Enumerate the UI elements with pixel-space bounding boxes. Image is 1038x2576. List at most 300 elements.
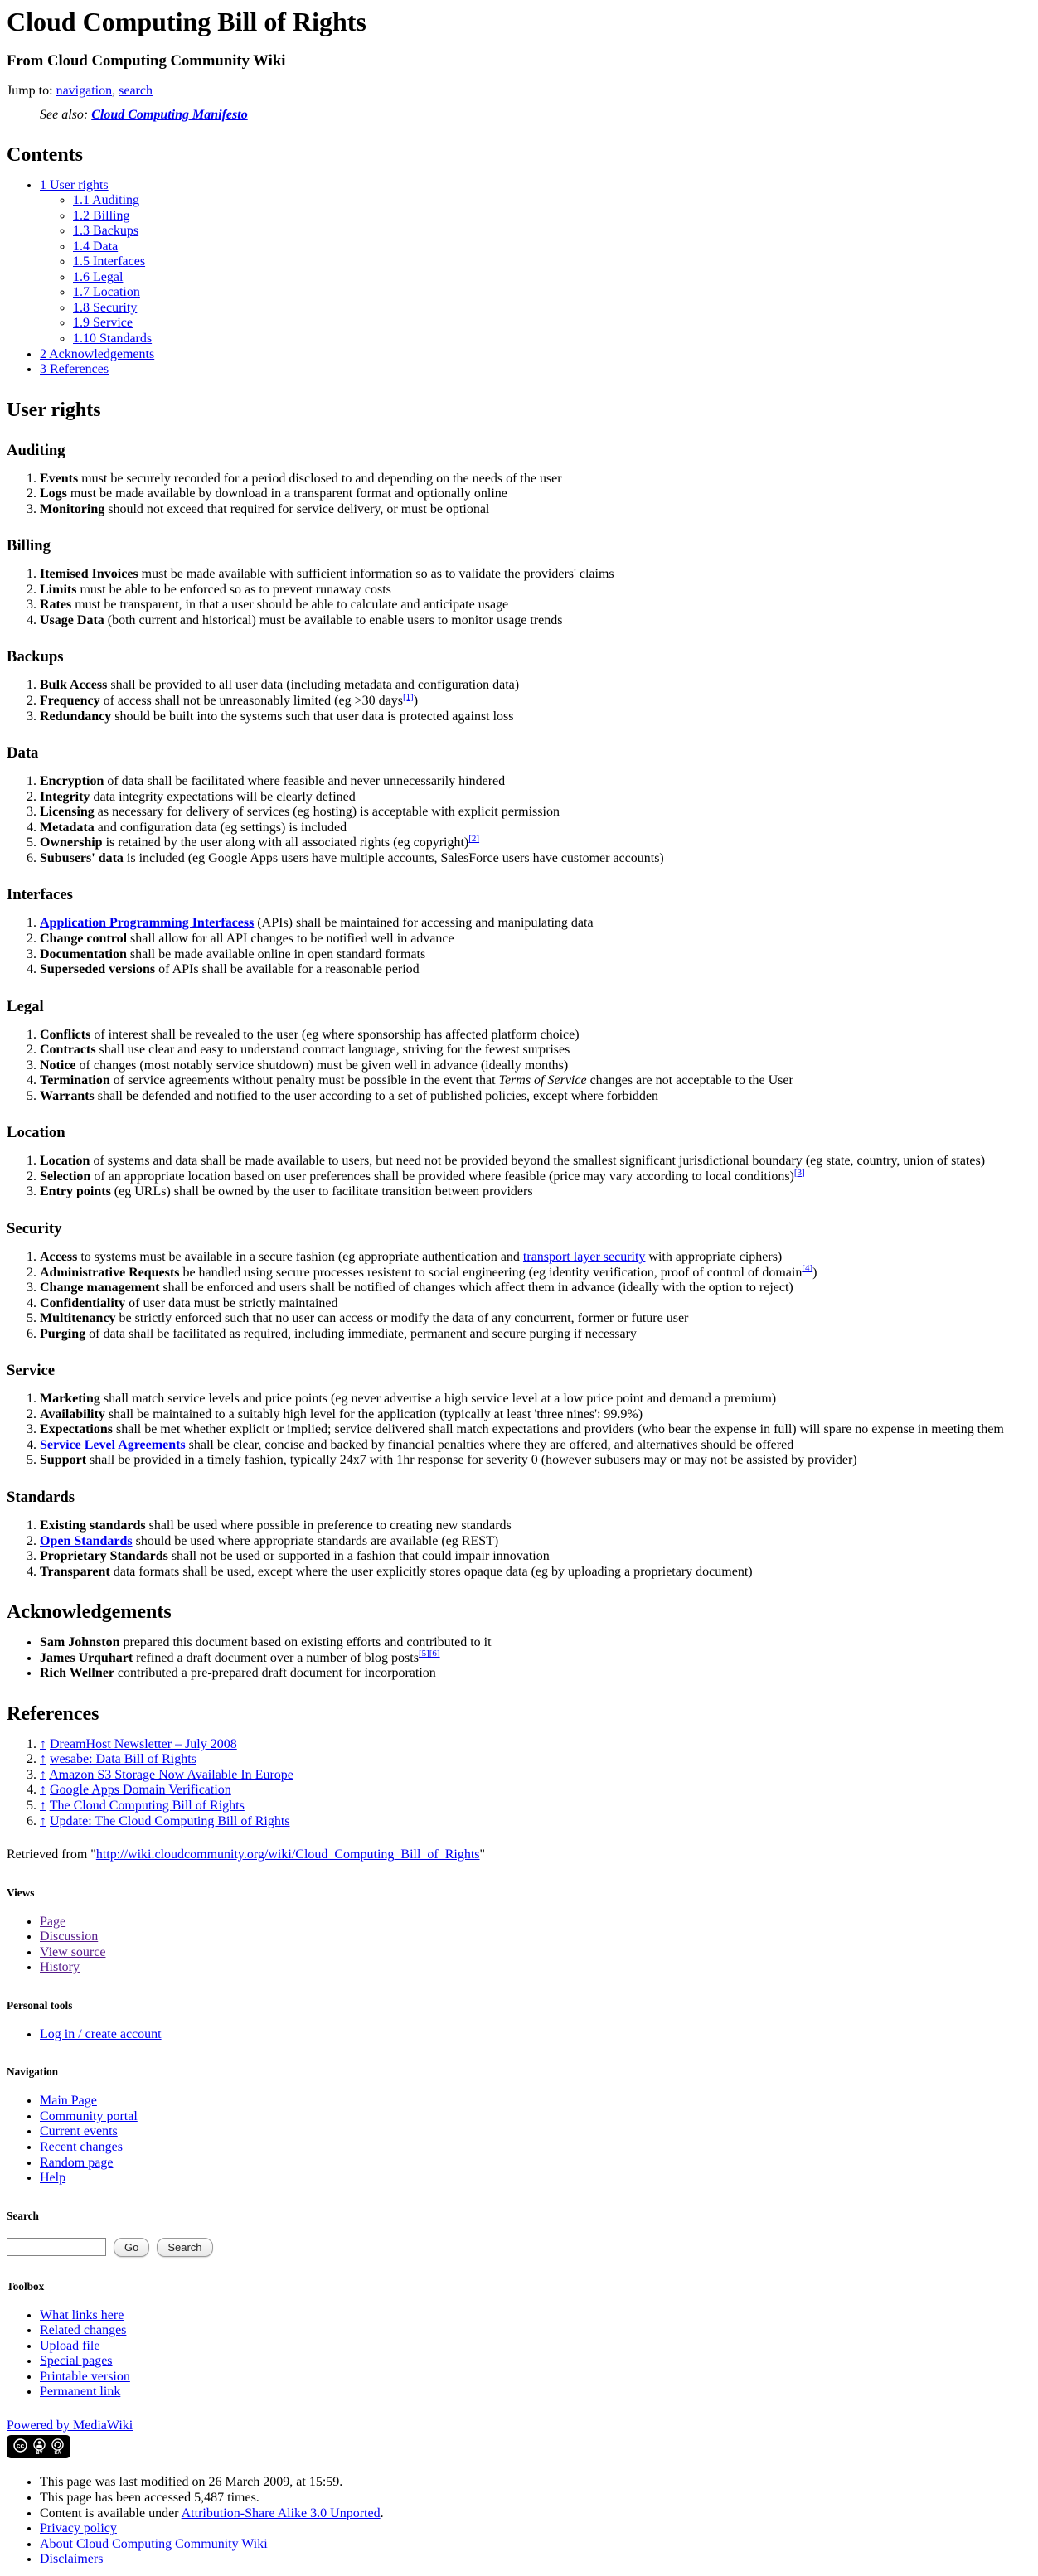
user-rights-sections <box>7 442 1031 1581</box>
term: Availability <box>40 1407 105 1421</box>
list-item <box>40 790 1031 806</box>
reference-sup <box>403 690 414 702</box>
reference-link-amazon-s3-storage-now-available-in-europe[interactable]: Amazon S3 Storage Now Available In Europe <box>49 1767 293 1782</box>
term: Documentation <box>40 947 127 961</box>
text: as necessary for delivery of services (eg hosting) is acceptable with explicit permission <box>94 805 560 820</box>
text: shall allow for all API changes to be notified well in advance <box>127 931 454 946</box>
jump-separator: , <box>112 84 119 98</box>
list-item <box>40 1296 1031 1312</box>
text: and configuration data (eg settings) is included <box>94 820 347 835</box>
toc-item <box>40 347 1031 363</box>
list-item <box>40 821 1031 836</box>
term: Redundancy <box>40 709 112 724</box>
term: Existing standards <box>40 1518 146 1533</box>
portlet-item <box>40 1960 1031 1976</box>
term: Bulk Access <box>40 678 108 693</box>
reference-sup-link[interactable]: [3] <box>793 1167 805 1178</box>
acknowledgements-heading: Acknowledgements <box>7 1601 172 1624</box>
term: Multitenancy <box>40 1311 116 1326</box>
list-item <box>40 947 1031 963</box>
svg-text:cc: cc <box>16 2441 25 2450</box>
list-item <box>40 851 1031 867</box>
toc-link-3-references[interactable]: 3 References <box>40 362 109 377</box>
reference-sup-link[interactable]: [5] <box>418 1649 429 1659</box>
inline-link-privacy-policy[interactable]: Privacy policy <box>40 2521 117 2536</box>
list-item <box>40 1089 1031 1105</box>
reference-sup <box>429 1646 440 1658</box>
footer-list <box>7 2475 1031 2567</box>
section-list-legal <box>7 1028 1031 1105</box>
section-list-standards <box>7 1518 1031 1580</box>
portlet-heading-views: Views <box>7 1886 35 1899</box>
text: This page has been accessed 5,487 times. <box>40 2491 260 2506</box>
text: shall be provided in a timely fashion, typically 24x7 with 1hr response for severity 0 (however subusers may or may not be assisted by provider) <box>86 1453 857 1468</box>
list-item <box>40 1184 1031 1200</box>
list-item <box>40 613 1031 629</box>
cc-by-person-icon <box>33 2438 46 2451</box>
acknowledgements-list <box>7 1635 1031 1682</box>
reference-item <box>40 1799 1031 1814</box>
text: . <box>380 2506 384 2520</box>
reference-link-the-cloud-computing-bill-of-rights[interactable]: The Cloud Computing Bill of Rights <box>49 1799 245 1813</box>
term: Monitoring <box>40 501 105 516</box>
list-item <box>40 774 1031 790</box>
term: Contracts <box>40 1043 96 1058</box>
term: Confidentiality <box>40 1295 126 1310</box>
text: (eg URLs) shall be owned by the user to facilitate transition between providers <box>110 1184 533 1199</box>
section-heading-legal: Legal <box>7 997 44 1015</box>
toc-subitem <box>73 285 1031 301</box>
go-button[interactable]: Go <box>114 2238 149 2257</box>
term: Notice <box>40 1058 76 1073</box>
text: of interest shall be revealed to the user (eg where sponsorship has affected platform choice) <box>90 1027 580 1042</box>
list-item <box>40 916 1031 932</box>
portlet-heading-toolbox: Toolbox <box>7 2279 45 2293</box>
portlet-item <box>40 2124 1031 2140</box>
toc-link-1-10-standards[interactable]: 1.10 Standards <box>73 332 153 346</box>
list-item <box>40 932 1031 947</box>
text: of service agreements without penalty must be possible in the event that <box>109 1073 499 1088</box>
text: shall be defended and notified to the user according to a set of published policies, except where forbidden <box>94 1088 658 1103</box>
list-item <box>40 1565 1031 1581</box>
text: changes are not acceptable to the User <box>586 1073 793 1088</box>
list-item <box>40 502 1031 518</box>
portlet-item <box>40 2171 1031 2186</box>
reference-sup <box>468 831 479 844</box>
term: Expectations <box>40 1422 113 1437</box>
see-also-link[interactable]: Cloud Computing Manifesto <box>91 107 248 122</box>
inline-link-attribution-share-alike-3-0-unported[interactable]: Attribution-Share Alike 3.0 Unported <box>181 2506 381 2520</box>
section-heading-backups: Backups <box>7 648 64 666</box>
ref-up-arrow-link[interactable]: ↑ <box>40 1752 46 1767</box>
term: Proprietary Standards <box>40 1549 168 1564</box>
list-item <box>40 1169 1031 1185</box>
portlets <box>7 1886 1031 2400</box>
text: must be securely recorded for a period disclosed to and depending on the needs of the user <box>78 471 562 486</box>
portlet-item <box>40 2156 1031 2172</box>
text: shall be used where possible in preference to creating new standards <box>145 1518 512 1533</box>
term: Purging <box>40 1326 86 1341</box>
section-list-location <box>7 1154 1031 1200</box>
portlet-link-current-events[interactable]: Current events <box>40 2124 118 2139</box>
portlet-item <box>40 2323 1031 2339</box>
term: Administrative Requests <box>40 1265 180 1280</box>
text: should not exceed that required for service delivery, or must be optional <box>104 501 490 516</box>
portlet-link-community-portal[interactable]: Community portal <box>40 2109 138 2123</box>
term: Ownership <box>40 835 103 850</box>
text: is retained by the user along with all associated rights (eg copyright) <box>102 835 469 850</box>
text: shall be maintained to a suitably high level for the application (typically at least 'three nines': 99.9%) <box>104 1407 643 1421</box>
inline-link-transport-layer-security[interactable]: transport layer security <box>522 1249 646 1264</box>
term: Rates <box>40 598 72 613</box>
list-item <box>40 1534 1031 1550</box>
portlet-item <box>40 2109 1031 2125</box>
list-item <box>40 835 1031 851</box>
term: Change management <box>40 1281 160 1295</box>
text: shall be enforced and users shall be notified of changes which affect them in advance (ideally with the option to reject) <box>159 1281 793 1295</box>
term: Warrants <box>40 1088 95 1103</box>
section-heading-auditing: Auditing <box>7 441 65 459</box>
list-item <box>40 1549 1031 1565</box>
list-item <box>40 598 1031 613</box>
list-item <box>40 1651 1031 1667</box>
text: is included (eg Google Apps users have multiple accounts, SalesForce users have customer accounts) <box>123 850 664 865</box>
reference-sup <box>794 1165 805 1178</box>
reference-link-google-apps-domain-verification[interactable]: Google Apps Domain Verification <box>50 1783 231 1798</box>
reference-item <box>40 1752 1031 1768</box>
term: Licensing <box>40 805 95 820</box>
text: should be built into the systems such that user data is protected against loss <box>111 709 514 724</box>
retrieved-suffix: " <box>479 1847 486 1862</box>
search-input[interactable] <box>7 2238 106 2256</box>
section-list-interfaces <box>7 916 1031 977</box>
toc-item <box>40 178 1031 347</box>
toc-link-1-6-legal[interactable]: 1.6 Legal <box>73 269 124 284</box>
reference-item <box>40 1783 1031 1799</box>
list-item <box>40 1058 1031 1074</box>
toc-link-1-2-billing[interactable]: 1.2 Billing <box>73 208 130 223</box>
portlet-item <box>40 2308 1031 2324</box>
text: (APIs) shall be maintained for accessing and manipulating data <box>254 916 594 931</box>
portlet-link-related-changes[interactable]: Related changes <box>40 2323 127 2338</box>
portlet-item <box>40 2027 1031 2043</box>
text: must be made available by download in a transparent format and optionally online <box>66 487 507 501</box>
toc-link-1-1-auditing[interactable]: 1.1 Auditing <box>73 193 140 208</box>
list-item <box>40 709 1031 725</box>
table-of-contents <box>7 178 1031 378</box>
inline-link-open-standards[interactable]: Open Standards <box>40 1533 133 1548</box>
inline-link-application-programming-interfacess[interactable]: Application Programming Interfacess <box>40 916 255 931</box>
text: with appropriate ciphers) <box>645 1249 783 1264</box>
term: Itemised Invoices <box>40 567 138 582</box>
list-item <box>40 583 1031 598</box>
text: of systems and data shall be made available to users, but need not be provided beyond the smallest significant jurisdictional boundary (eg state, country, union of states) <box>90 1154 986 1169</box>
term: Usage Data <box>40 613 104 627</box>
text: of changes (most notably service shutdown) must be given well in advance (ideally months) <box>75 1058 569 1073</box>
toc-link-1-4-data[interactable]: 1.4 Data <box>73 239 119 254</box>
text: shall be provided to all user data (including metadata and configuration data) <box>107 678 520 693</box>
portlet-link-log-in-create-account[interactable]: Log in / create account <box>40 2026 162 2041</box>
toc-link-1-3-backups[interactable]: 1.3 Backups <box>73 224 139 239</box>
ref-up-arrow-link[interactable]: ↑ <box>40 1783 46 1798</box>
jump-prefix: Jump to: <box>7 84 56 98</box>
term: Metadata <box>40 820 95 835</box>
footer-item <box>40 2552 1031 2568</box>
footer-item <box>40 2475 1031 2491</box>
portlet-item <box>40 2354 1031 2370</box>
ref-up-arrow-link[interactable]: ↑ <box>40 1799 46 1813</box>
term: Marketing <box>40 1392 100 1407</box>
text: shall be made available online in open standard formats <box>126 947 426 961</box>
search-button[interactable]: Search <box>157 2238 212 2257</box>
portlet-link-view-source[interactable]: View source <box>40 1944 106 1959</box>
text: ) <box>812 1265 817 1280</box>
toc-subitem <box>73 332 1031 347</box>
list-item <box>40 1043 1031 1058</box>
inline-link-service-level-agreements[interactable]: Service Level Agreements <box>40 1437 186 1452</box>
term: Limits <box>40 582 77 597</box>
list-item <box>40 962 1031 978</box>
powered-by-mediawiki-link[interactable]: Powered by MediaWiki <box>7 2418 133 2433</box>
text: shall be met whether explicit or implied; service delivered shall match expectations and providers (who bear the expense in full) will spare no expense in meeting them <box>113 1422 1004 1437</box>
term: Termination <box>40 1073 110 1088</box>
cc-sa-label: SA <box>54 2451 61 2457</box>
portlet-heading-search: Search <box>7 2209 39 2222</box>
text: ) <box>413 694 419 709</box>
footer-item <box>40 2521 1031 2537</box>
portlet-item <box>40 2094 1031 2109</box>
toc-link-1-8-security[interactable]: 1.8 Security <box>73 300 138 315</box>
ref-up-arrow-link[interactable]: ↑ <box>40 1736 46 1751</box>
portlet-item <box>40 2140 1031 2156</box>
term: Frequency <box>40 694 100 709</box>
term: Location <box>40 1154 90 1169</box>
list-item <box>40 1518 1031 1534</box>
text: shall match service levels and price points (eg never advertise a high service level at a low price point and demand a premium) <box>99 1392 777 1407</box>
portlet-link-discussion[interactable]: Discussion <box>40 1930 99 1944</box>
toc-subitem <box>73 254 1031 270</box>
text: be strictly enforced such that no user can access or modify the data of any concurrent, former or future user <box>115 1311 689 1326</box>
text: refined a draft document over a number of blog posts <box>133 1650 419 1665</box>
list-item <box>40 678 1031 694</box>
term: Encryption <box>40 774 104 789</box>
term: Change control <box>40 931 128 946</box>
references-heading: References <box>7 1702 99 1725</box>
portlet-link-what-links-here[interactable]: What links here <box>40 2307 124 2322</box>
term: Superseded versions <box>40 962 156 977</box>
reference-sup-link[interactable]: [1] <box>402 691 414 702</box>
section-heading-interfaces: Interfaces <box>7 886 73 904</box>
section-heading-security: Security <box>7 1219 62 1237</box>
toc-link-1-user-rights[interactable]: 1 User rights <box>40 177 109 192</box>
retrieved-from <box>7 1847 1031 1863</box>
list-item <box>40 1028 1031 1043</box>
text: contributed a pre-prepared draft document for incorporation <box>114 1666 436 1681</box>
section-list-security <box>7 1250 1031 1342</box>
page-title: Cloud Computing Bill of Rights <box>7 7 366 36</box>
portlet-link-permanent-link[interactable]: Permanent link <box>40 2385 121 2399</box>
text: Terms of Service <box>498 1073 587 1088</box>
ref-up-arrow-link[interactable]: ↑ <box>40 1813 46 1828</box>
reference-link-dreamhost-newsletter-july-2008[interactable]: DreamHost Newsletter – July 2008 <box>50 1736 237 1751</box>
reference-sup-link[interactable]: [4] <box>802 1263 813 1274</box>
text: (both current and historical) must be available to enable users to monitor usage trends <box>104 613 563 627</box>
list-item <box>40 691 1031 709</box>
portlet-item <box>40 2385 1031 2400</box>
inline-link-disclaimers[interactable]: Disclaimers <box>40 2552 104 2567</box>
toc-subitem <box>73 316 1031 332</box>
jump-search-link[interactable]: search <box>119 84 153 98</box>
portlet-heading-navigation: Navigation <box>7 2065 59 2079</box>
cc-logo-icon <box>13 2438 27 2453</box>
jump-navigation-link[interactable]: navigation <box>56 84 113 98</box>
portlet-link-main-page[interactable]: Main Page <box>40 2094 97 2109</box>
footer-item <box>40 2491 1031 2506</box>
list-item <box>40 1154 1031 1169</box>
list-item <box>40 1073 1031 1089</box>
powered-by <box>7 2419 1031 2434</box>
list-item <box>40 805 1031 821</box>
list-item <box>40 1250 1031 1266</box>
inline-link-about-cloud-computing-community-wiki[interactable]: About Cloud Computing Community Wiki <box>40 2536 268 2551</box>
portlet-link-printable-version[interactable]: Printable version <box>40 2369 130 2384</box>
toc-link-1-7-location[interactable]: 1.7 Location <box>73 285 140 300</box>
cc-by-label: BY <box>36 2451 43 2457</box>
cc-license-badge[interactable] <box>7 2435 70 2458</box>
section-list-data <box>7 774 1031 866</box>
list-item <box>40 1263 1031 1281</box>
text: of access shall not be unreasonably limited (eg >30 days <box>99 694 403 709</box>
ref-up-arrow-link[interactable]: ↑ <box>40 1767 46 1782</box>
list-item <box>40 1327 1031 1343</box>
toc-link-1-5-interfaces[interactable]: 1.5 Interfaces <box>73 254 146 269</box>
footer-item <box>40 2537 1031 2553</box>
list-item <box>40 1392 1031 1407</box>
term: Events <box>40 471 79 486</box>
text: shall not be used or supported in a fashion that could impair innovation <box>167 1549 550 1564</box>
reference-sup <box>802 1261 812 1273</box>
toc-sublist <box>40 193 1031 346</box>
list-item <box>40 1438 1031 1454</box>
section-heading-billing: Billing <box>7 537 51 555</box>
portlet-list-navigation <box>7 2094 1031 2186</box>
portlet-link-recent-changes[interactable]: Recent changes <box>40 2140 123 2155</box>
portlet-list-toolbox <box>7 2308 1031 2400</box>
toc-subitem <box>73 240 1031 255</box>
list-item <box>40 1407 1031 1423</box>
cc-sa-arrow-icon <box>51 2438 64 2451</box>
portlet-item <box>40 1930 1031 1945</box>
text: must be transparent, in that a user should be able to calculate and anticipate usage <box>71 598 509 613</box>
list-item <box>40 1635 1031 1651</box>
portlet-item <box>40 1915 1031 1930</box>
see-also-prefix: See also: <box>40 107 92 122</box>
toc-subitem <box>73 270 1031 286</box>
term: Subusers' data <box>40 850 124 865</box>
text: of data shall be facilitated where feasible and never unnecessarily hindered <box>104 774 506 789</box>
text: of user data must be strictly maintained <box>125 1295 338 1310</box>
toc-subitem <box>73 224 1031 240</box>
text: must be made available with sufficient information so as to validate the providers' claims <box>138 567 614 582</box>
toc-link-2-acknowledgements[interactable]: 2 Acknowledgements <box>40 346 155 361</box>
text: data formats shall be used, except where the user explicitly stores opaque data (eg by uploading a proprietary document) <box>109 1564 753 1579</box>
portlet-item <box>40 1945 1031 1961</box>
text: shall be clear, concise and backed by financial penalties where they are offered, and alternatives should be offered <box>185 1437 794 1452</box>
section-heading-location: Location <box>7 1124 65 1142</box>
retrieved-url-link[interactable]: http://wiki.cloudcommunity.org/wiki/Cloud_Computing_Bill_of_Rights <box>95 1847 480 1862</box>
text: must be able to be enforced so as to prevent runaway costs <box>76 582 391 597</box>
reference-sup-link[interactable]: [2] <box>468 833 480 844</box>
list-item <box>40 1666 1031 1682</box>
text: shall use clear and easy to understand contract language, striving for the fewest surprises <box>95 1043 570 1058</box>
reference-item <box>40 1814 1031 1830</box>
see-also <box>7 108 1031 123</box>
toc-subitem <box>73 301 1031 317</box>
reference-link-update-the-cloud-computing-bill-of-rights[interactable]: Update: The Cloud Computing Bill of Rights <box>50 1813 290 1828</box>
site-subtitle: From Cloud Computing Community Wiki <box>7 52 286 70</box>
toc-subitem <box>73 209 1031 225</box>
toc-link-1-9-service[interactable]: 1.9 Service <box>73 316 133 331</box>
portlet-link-help[interactable]: Help <box>40 2171 66 2186</box>
text: Content is available under <box>40 2506 182 2520</box>
portlet-link-history[interactable]: History <box>40 1960 80 1975</box>
section-list-billing <box>7 567 1031 628</box>
term: Entry points <box>40 1184 111 1199</box>
list-item <box>40 1281 1031 1296</box>
contents-heading: Contents <box>7 143 84 166</box>
list-item <box>40 487 1031 502</box>
toc-item <box>40 362 1031 378</box>
term: Logs <box>40 487 67 501</box>
wiki-page <box>7 7 1031 2568</box>
list-item <box>40 1422 1031 1438</box>
term: James Urquhart <box>40 1650 133 1665</box>
portlet-link-random-page[interactable]: Random page <box>40 2155 114 2170</box>
text: should be used where appropriate standards are available (eg REST) <box>132 1533 499 1548</box>
term: Selection <box>40 1169 91 1184</box>
portlet-link-special-pages[interactable]: Special pages <box>40 2354 113 2369</box>
list-item <box>40 567 1031 583</box>
search-form <box>7 2238 1031 2257</box>
term: Support <box>40 1453 87 1468</box>
portlet-link-page[interactable]: Page <box>40 1914 66 1929</box>
reference-link-wesabe-data-bill-of-rights[interactable]: wesabe: Data Bill of Rights <box>50 1752 196 1767</box>
text: be handled using secure processes resistent to social engineering (eg identity verification, proof of control of domain <box>179 1265 803 1280</box>
reference-sup-link[interactable]: [6] <box>429 1649 440 1659</box>
text: This page was last modified on 26 March 2009, at 15:59. <box>40 2475 343 2490</box>
section-heading-data: Data <box>7 744 39 763</box>
user-rights-heading: User rights <box>7 399 101 421</box>
portlet-item <box>40 2339 1031 2355</box>
section-list-backups <box>7 678 1031 724</box>
term: Sam Johnston <box>40 1635 120 1650</box>
section-list-service <box>7 1392 1031 1469</box>
term: Conflicts <box>40 1027 91 1042</box>
portlet-link-upload-file[interactable]: Upload file <box>40 2338 100 2353</box>
list-item <box>40 1453 1031 1469</box>
retrieved-prefix: Retrieved from " <box>7 1847 96 1862</box>
term: Rich Wellner <box>40 1666 114 1681</box>
text: data integrity expectations will be clearly defined <box>90 789 356 804</box>
text: to systems must be available in a secure fashion (eg appropriate authentication and <box>77 1249 523 1264</box>
text: of APIs shall be available for a reasonable period <box>155 962 420 977</box>
portlet-list-views <box>7 1915 1031 1976</box>
term: Transparent <box>40 1564 110 1579</box>
section-heading-service: Service <box>7 1362 56 1380</box>
section-list-auditing <box>7 472 1031 518</box>
section-heading-standards: Standards <box>7 1488 75 1506</box>
portlet-item <box>40 2370 1031 2385</box>
